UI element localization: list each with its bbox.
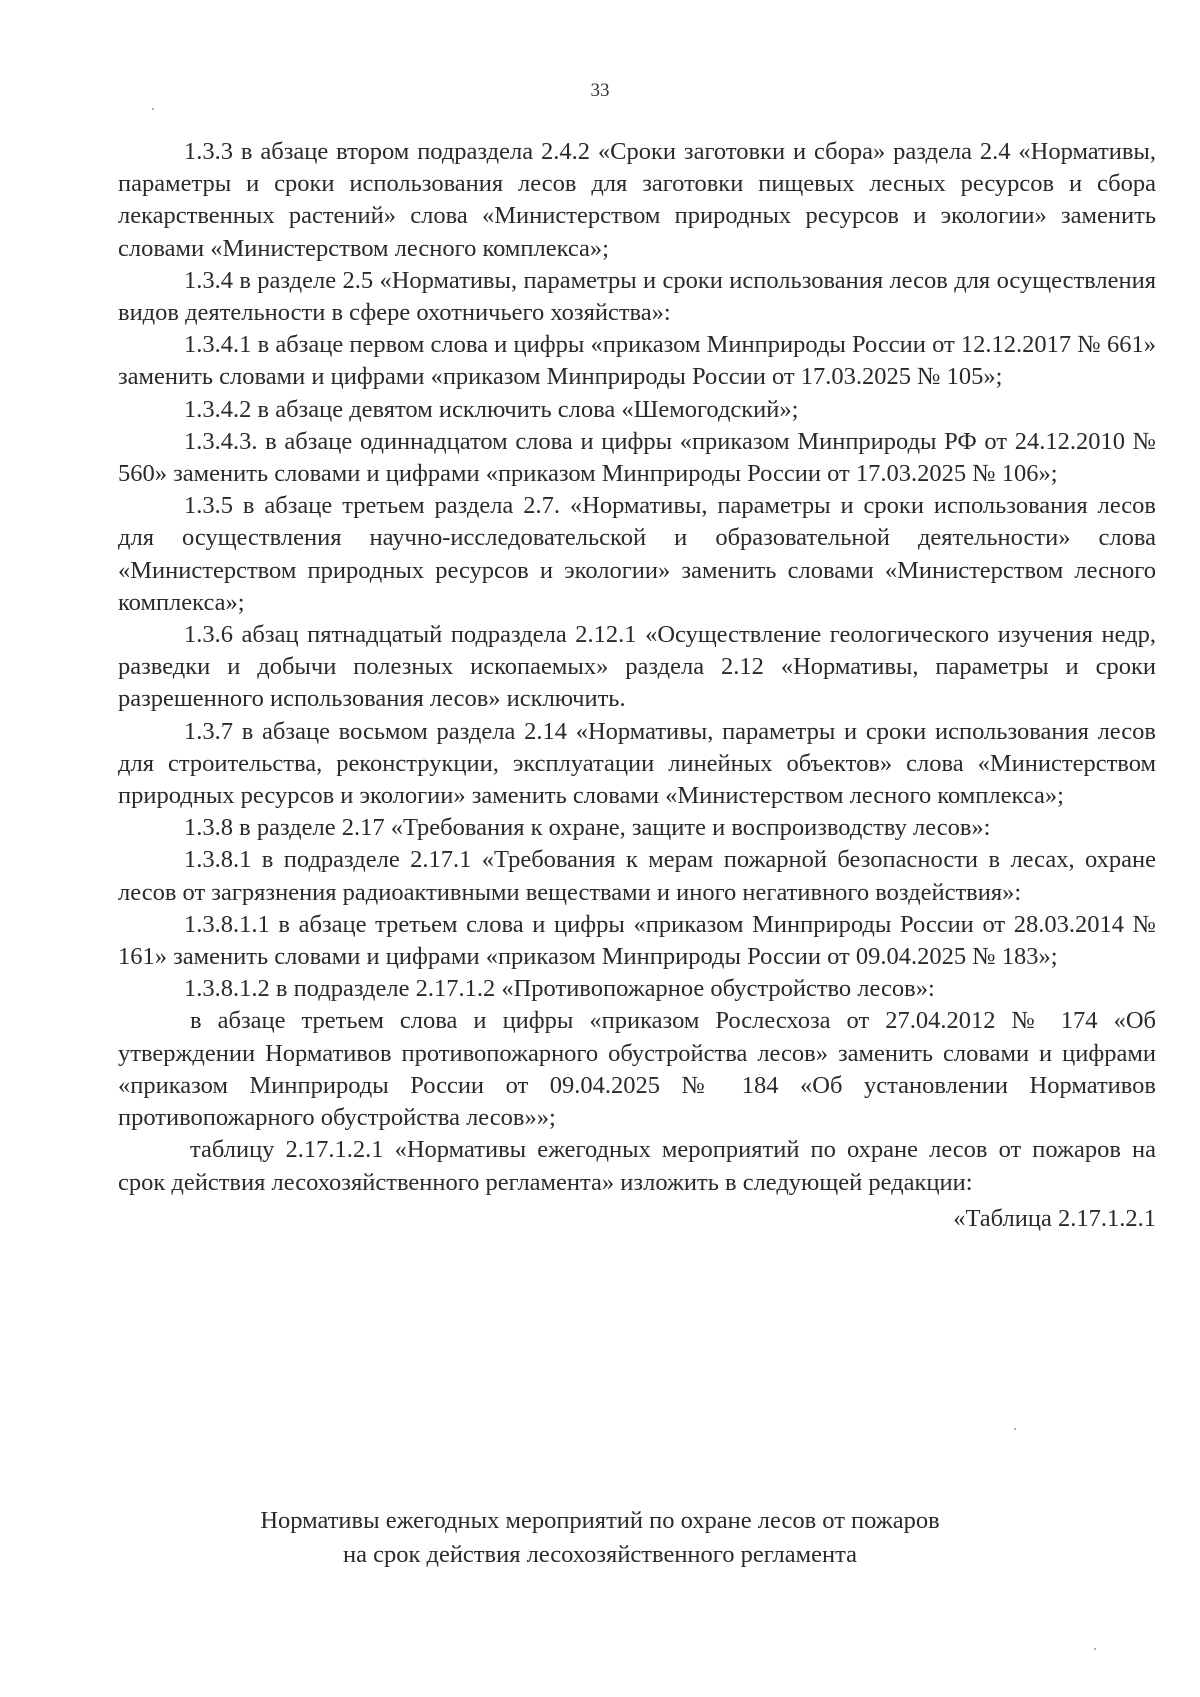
paragraph-1-3-4-1: 1.3.4.1 в абзаце первом слова и цифры «приказом Минприроды России от 12.12.2017 № 661» заменить словами и цифрами «приказом Минприроды России от 17.03.2025 № 105»; bbox=[118, 331, 1156, 391]
paragraph-1-3-4: 1.3.4 в разделе 2.5 «Нормативы, параметры и сроки использования лесов для осуществления видов деятельности в сфере охотничьего хозяйства»: bbox=[118, 266, 1156, 327]
paragraph-1-3-4-2: 1.3.4.2 в абзаце девятом исключить слова «Шемогодский»; bbox=[184, 395, 799, 423]
paragraph-1-3-5: 1.3.5 в абзаце третьем раздела 2.7. «Нормативы, параметры и сроки использования лесов для осуществления научно-исследовательской и образовательной деятельности» слова «Министерством природных ресурсов и экологии» заменить словами «Министерством лесного комплекса»; bbox=[118, 492, 1156, 616]
paragraph-1-3-4-3: 1.3.4.3. в абзаце одиннадцатом слова и цифры «приказом Минприроды РФ от 24.12.2010 № 560» заменить словами и цифрами «приказом Минприроды России от 17.03.2025 № 106»; bbox=[118, 427, 1156, 488]
paragraph-1-3-6: 1.3.6 абзац пятнадцатый подраздела 2.12.1 «Осуществление геологического изучения недр, разведки и добычи полезных ископаемых» раздела 2.12 «Нормативы, параметры и сроки разрешенного использования лесов» исключить. bbox=[118, 621, 1156, 713]
scan-speck bbox=[152, 108, 154, 110]
table-title-line-1: Нормативы ежегодных мероприятий по охране лесов от пожаров bbox=[260, 1507, 940, 1534]
body-text bbox=[118, 136, 1156, 1235]
table-reference: «Таблица 2.17.1.2.1 bbox=[953, 1204, 1156, 1232]
paragraph-1-3-8: 1.3.8 в разделе 2.17 «Требования к охране, защите и воспроизводству лесов»: bbox=[184, 814, 991, 842]
table-title bbox=[0, 1504, 1200, 1572]
page-number: 33 bbox=[590, 80, 610, 101]
paragraph-1-3-7: 1.3.7 в абзаце восьмом раздела 2.14 «Нормативы, параметры и сроки использования лесов для строительства, реконструкции, эксплуатации линейных объектов» слова «Министерством природных ресурсов и экологии» заменить словами «Министерством лесного комплекса»; bbox=[118, 717, 1156, 810]
paragraph-1-3-8-1-1: 1.3.8.1.1 в абзаце третьем слова и цифры «приказом Минприроды России от 28.03.2014 № 161» заменить словами и цифрами «приказом Минприроды России от 09.04.2025 № 183»; bbox=[118, 910, 1156, 971]
paragraph-third-abzac: в абзаце третьем слова и цифры «приказом Рослесхоза от 27.04.2012 № 174 «Об утверждении Нормативов противопожарного обустройства лесов» заменить словами и цифрами «приказом Минприроды России от 09.04.2025 № 184 «Об установлении Нормативов противопожарного обустройства лесов»»; bbox=[118, 1007, 1156, 1132]
paragraph-1-3-8-1-2: 1.3.8.1.2 в подразделе 2.17.1.2 «Противопожарное обустройство лесов»: bbox=[184, 975, 935, 1003]
scan-speck bbox=[1094, 1648, 1096, 1650]
paragraph-1-3-3: 1.3.3 в абзаце втором подраздела 2.4.2 «Сроки заготовки и сбора» раздела 2.4 «Нормативы, параметры и сроки использования лесов для заготовки пищевых лесных ресурсов и сбора лекарственных растений» слова «Министерством природных ресурсов и экологии» заменить словами «Министерством лесного комплекса»; bbox=[118, 138, 1156, 262]
scan-speck bbox=[1014, 1428, 1016, 1430]
table-title-line-2: на срок действия лесохозяйственного регламента bbox=[342, 1541, 858, 1568]
paragraph-table-replace: таблицу 2.17.1.2.1 «Нормативы ежегодных мероприятий по охране лесов от пожаров на срок действия лесохозяйственного регламента» изложить в следующей редакции: bbox=[118, 1136, 1156, 1196]
paragraph-1-3-8-1: 1.3.8.1 в подразделе 2.17.1 «Требования к мерам пожарной безопасности в лесах, охране лесов от загрязнения радиоактивными веществами и иного негативного воздействия»: bbox=[118, 846, 1156, 906]
